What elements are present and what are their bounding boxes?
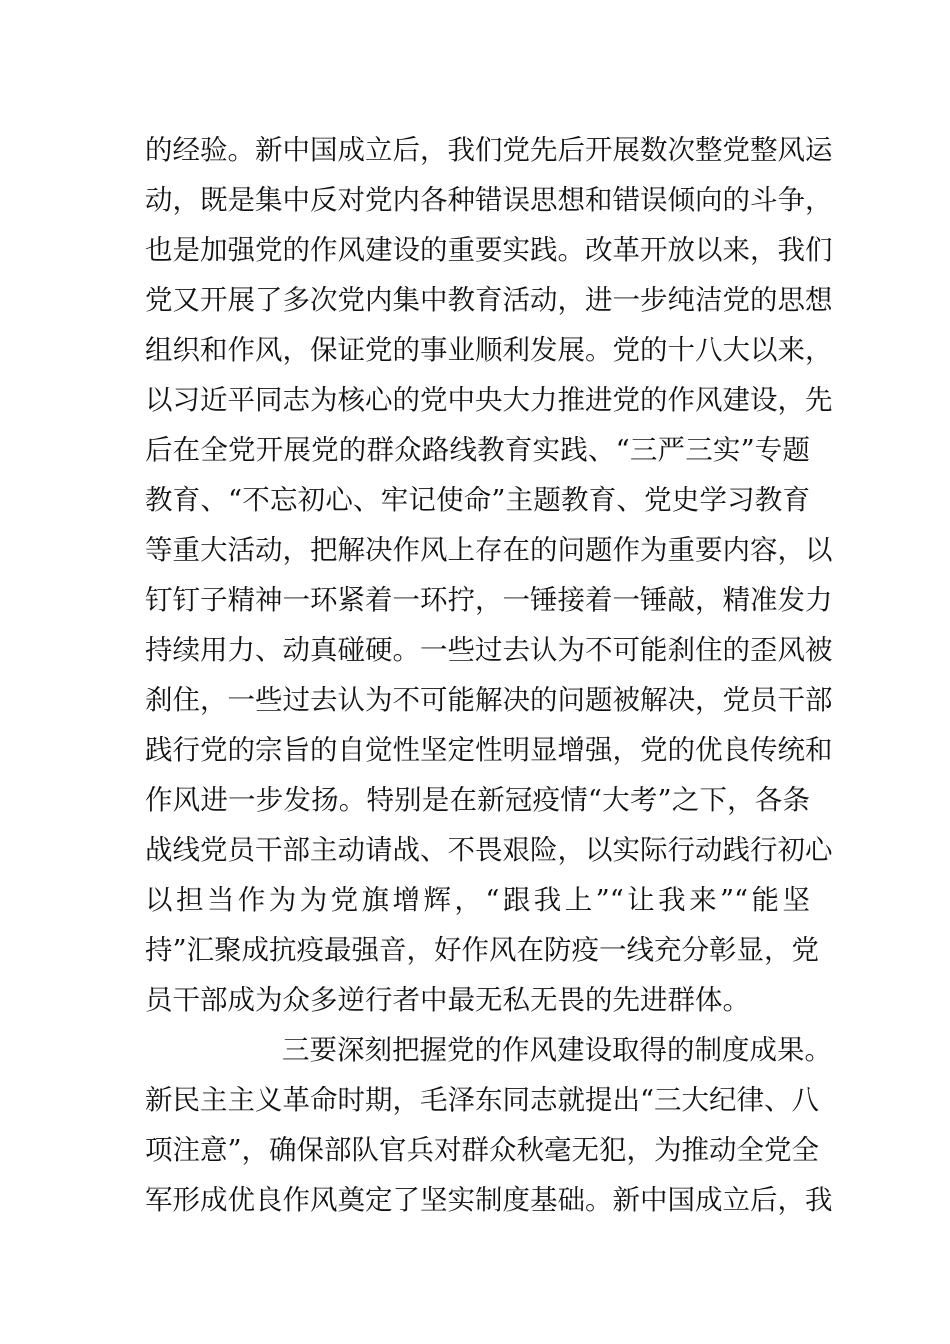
text-line: 刹住，一些过去认为不可能解决的问题被解决，党员干部 <box>145 684 833 716</box>
text-line: 战线党员干部主动请战、不畏艰险，以实际行动践行初心 <box>145 834 833 866</box>
text-line: 持续用力、动真碰硬。一些过去认为不可能刹住的歪风被 <box>145 634 833 666</box>
text-line: 项注意”，确保部队官兵对群众秋毫无犯，为推动全党全 <box>145 1134 820 1166</box>
text-line: 也是加强党的作风建设的重要实践。改革开放以来，我们 <box>145 234 833 266</box>
text-line: 员干部成为众多逆行者中最无私无畏的先进群体。 <box>145 984 750 1016</box>
text-line: 后在全党开展党的群众路线教育实践、“三严三实”专题 <box>145 434 810 466</box>
text-line: 持”汇聚成抗疫最强音，好作风在防疫一线充分彰显，党 <box>145 934 820 966</box>
text-line: 等重大活动，把解决作风上存在的问题作为重要内容，以 <box>145 534 833 566</box>
text-line: 党又开展了多次党内集中教育活动，进一步纯洁党的思想 <box>145 284 833 316</box>
text-line: 以担当作为为党旗增辉，“跟我上”“让我来”“能坚 <box>145 884 810 916</box>
text-line: 践行党的宗旨的自觉性坚定性明显增强，党的优良传统和 <box>145 734 833 766</box>
text-line: 动，既是集中反对党内各种错误思想和错误倾向的斗争， <box>145 184 833 216</box>
paragraph-1 <box>145 125 833 1025</box>
section-heading: 三要深刻把握党的作风建设取得的制度成果。 <box>282 1034 832 1066</box>
text-line: 的经验。新中国成立后，我们党先后开展数次整党整风运 <box>145 134 833 166</box>
text-line: 教育、“不忘初心、牢记使命”主题教育、党史学习教育 <box>145 484 810 516</box>
text-line: 钉钉子精神一环紧着一环拧，一锤接着一锤敲，精准发力 <box>145 584 833 616</box>
text-line: 军形成优良作风奠定了坚实制度基础。新中国成立后，我 <box>145 1184 833 1216</box>
text-line: 以习近平同志为核心的党中央大力推进党的作风建设，先 <box>145 384 833 416</box>
text-line: 组织和作风，保证党的事业顺利发展。党的十八大以来， <box>145 334 833 366</box>
text-line: 作风进一步发扬。特别是在新冠疫情“大考”之下，各条 <box>145 784 810 816</box>
document-body <box>145 125 833 1225</box>
text-line: 新民主主义革命时期，毛泽东同志就提出“三大纪律、八 <box>145 1084 820 1116</box>
paragraph-2 <box>145 1075 833 1225</box>
